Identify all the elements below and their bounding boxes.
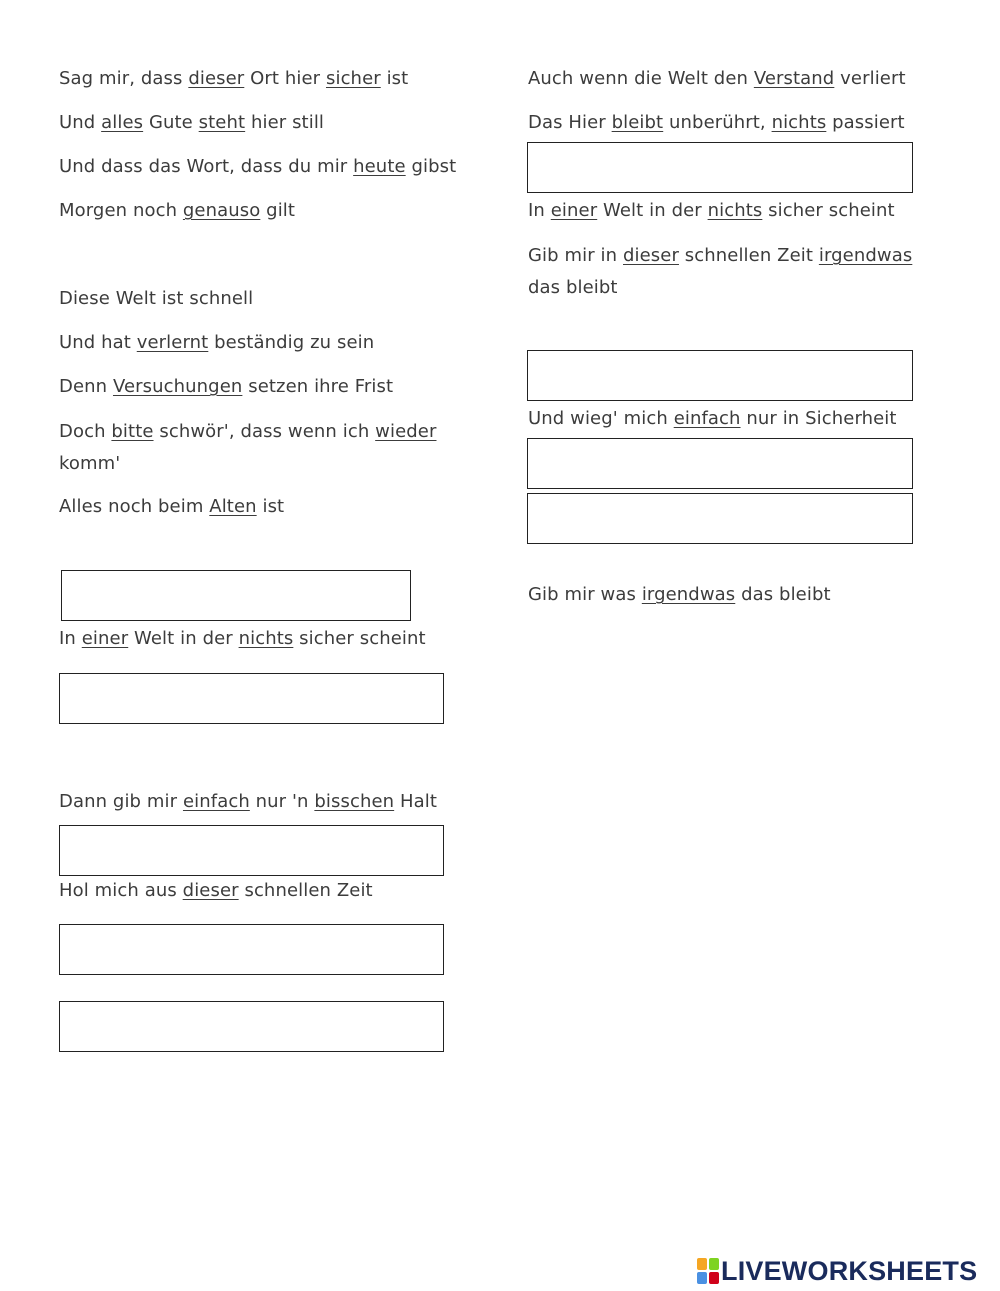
lyric-line xyxy=(59,786,437,818)
lyric-text: gibst xyxy=(405,156,457,177)
underlined-word: bleibt xyxy=(611,112,664,133)
lyric-text: das bleibt xyxy=(528,277,618,298)
lyric-text: Alles noch beim xyxy=(59,496,210,517)
underlined-word: bitte xyxy=(111,421,154,442)
underlined-word: nichts xyxy=(707,200,763,221)
lyric-text: Und hat xyxy=(59,332,137,353)
lyric-line xyxy=(528,63,906,95)
lyric-text: unberührt, xyxy=(663,112,772,133)
lyric-text: nur 'n xyxy=(249,791,315,812)
lyric-text: setzen ihre Frist xyxy=(242,376,394,397)
lyric-text: Denn xyxy=(59,376,113,397)
lyric-text: ist xyxy=(380,68,409,89)
lyric-text: komm' xyxy=(59,453,121,474)
lyric-text: ist xyxy=(256,496,285,517)
liveworksheets-logo-icon xyxy=(697,1258,719,1284)
underlined-word: Versuchungen xyxy=(112,376,243,397)
underlined-word: verlernt xyxy=(136,332,209,353)
lyric-text: Und xyxy=(59,112,102,133)
logo-block-3 xyxy=(697,1272,707,1284)
underlined-word: einfach xyxy=(182,791,250,812)
underlined-word: genauso xyxy=(182,200,261,221)
underlined-word: dieser xyxy=(188,68,245,89)
lyric-line xyxy=(59,283,253,315)
lyric-text: Gib mir was xyxy=(528,584,642,605)
underlined-word: irgendwas xyxy=(641,584,736,605)
lyric-line xyxy=(528,403,897,435)
lyric-text: Dann gib mir xyxy=(59,791,183,812)
lyric-text: Und wieg' mich xyxy=(528,408,674,429)
lyric-text: Morgen noch xyxy=(59,200,183,221)
underlined-word: sicher xyxy=(325,68,381,89)
lyric-line xyxy=(528,107,905,139)
lyric-line xyxy=(59,623,426,655)
lyric-text: gilt xyxy=(260,200,296,221)
lyric-line xyxy=(59,195,295,227)
answer-box[interactable] xyxy=(527,438,913,489)
answer-box[interactable] xyxy=(527,350,913,401)
underlined-word: dieser xyxy=(182,880,239,901)
lyric-line xyxy=(59,875,373,907)
lyric-line xyxy=(59,151,456,183)
lyric-text: sicher scheint xyxy=(293,628,426,649)
lyric-text: verliert xyxy=(834,68,906,89)
lyric-text: hier still xyxy=(245,112,325,133)
lyric-text: passiert xyxy=(826,112,905,133)
lyric-text: Gib mir in xyxy=(528,245,623,266)
answer-box[interactable] xyxy=(61,570,411,621)
lyric-text: Und dass das Wort, dass du mir xyxy=(59,156,354,177)
lyric-text: das bleibt xyxy=(735,584,831,605)
lyric-line xyxy=(528,579,831,611)
answer-box[interactable] xyxy=(527,493,913,544)
underlined-word: steht xyxy=(198,112,246,133)
answer-box[interactable] xyxy=(59,1001,444,1052)
lyric-text: Gute xyxy=(143,112,199,133)
brand-name: LIVEWORKSHEETS xyxy=(721,1255,978,1286)
lyric-text: Doch xyxy=(59,421,112,442)
lyric-text: Halt xyxy=(394,791,438,812)
underlined-word: heute xyxy=(353,156,406,177)
lyric-text: schnellen Zeit xyxy=(678,245,819,266)
underlined-word: einer xyxy=(550,200,598,221)
answer-box[interactable] xyxy=(59,673,444,724)
lyric-text: In xyxy=(528,200,551,221)
lyric-text: Welt in der xyxy=(597,200,708,221)
answer-box[interactable] xyxy=(59,924,444,975)
lyric-line xyxy=(528,195,895,227)
lyric-text: schwör', dass wenn ich xyxy=(153,421,376,442)
underlined-word: nichts xyxy=(238,628,294,649)
answer-box[interactable] xyxy=(59,825,444,876)
underlined-word: einfach xyxy=(673,408,741,429)
lyric-line xyxy=(59,107,324,139)
lyric-text: Sag mir, dass xyxy=(59,68,189,89)
lyric-text: Ort hier xyxy=(244,68,326,89)
liveworksheets-logo xyxy=(697,1256,977,1286)
lyric-text: beständig zu sein xyxy=(208,332,375,353)
lyric-text: Auch wenn die Welt den xyxy=(528,68,754,89)
answer-box[interactable] xyxy=(527,142,913,193)
lyric-line xyxy=(59,371,393,403)
lyric-text: Das Hier xyxy=(528,112,612,133)
underlined-word: einer xyxy=(81,628,129,649)
lyric-text: Welt in der xyxy=(128,628,239,649)
lyric-line xyxy=(59,416,459,480)
lyric-line xyxy=(528,240,918,304)
logo-block-4 xyxy=(709,1272,719,1284)
lyric-text: Diese Welt ist schnell xyxy=(59,288,254,309)
underlined-word: nichts xyxy=(771,112,827,133)
underlined-word: irgendwas xyxy=(818,245,913,266)
lyric-line xyxy=(59,63,408,95)
lyric-text: nur in Sicherheit xyxy=(740,408,897,429)
lyric-line xyxy=(59,327,374,359)
logo-block-1 xyxy=(697,1258,707,1270)
lyric-text: In xyxy=(59,628,82,649)
lyric-text: Hol mich aus xyxy=(59,880,183,901)
underlined-word: bisschen xyxy=(314,791,395,812)
logo-block-2 xyxy=(709,1258,719,1270)
lyric-line xyxy=(59,491,284,523)
lyric-text: sicher scheint xyxy=(762,200,895,221)
underlined-word: Verstand xyxy=(753,68,835,89)
underlined-word: Alten xyxy=(209,496,257,517)
lyric-text: schnellen Zeit xyxy=(238,880,373,901)
underlined-word: alles xyxy=(101,112,144,133)
underlined-word: wieder xyxy=(375,421,437,442)
underlined-word: dieser xyxy=(623,245,679,266)
